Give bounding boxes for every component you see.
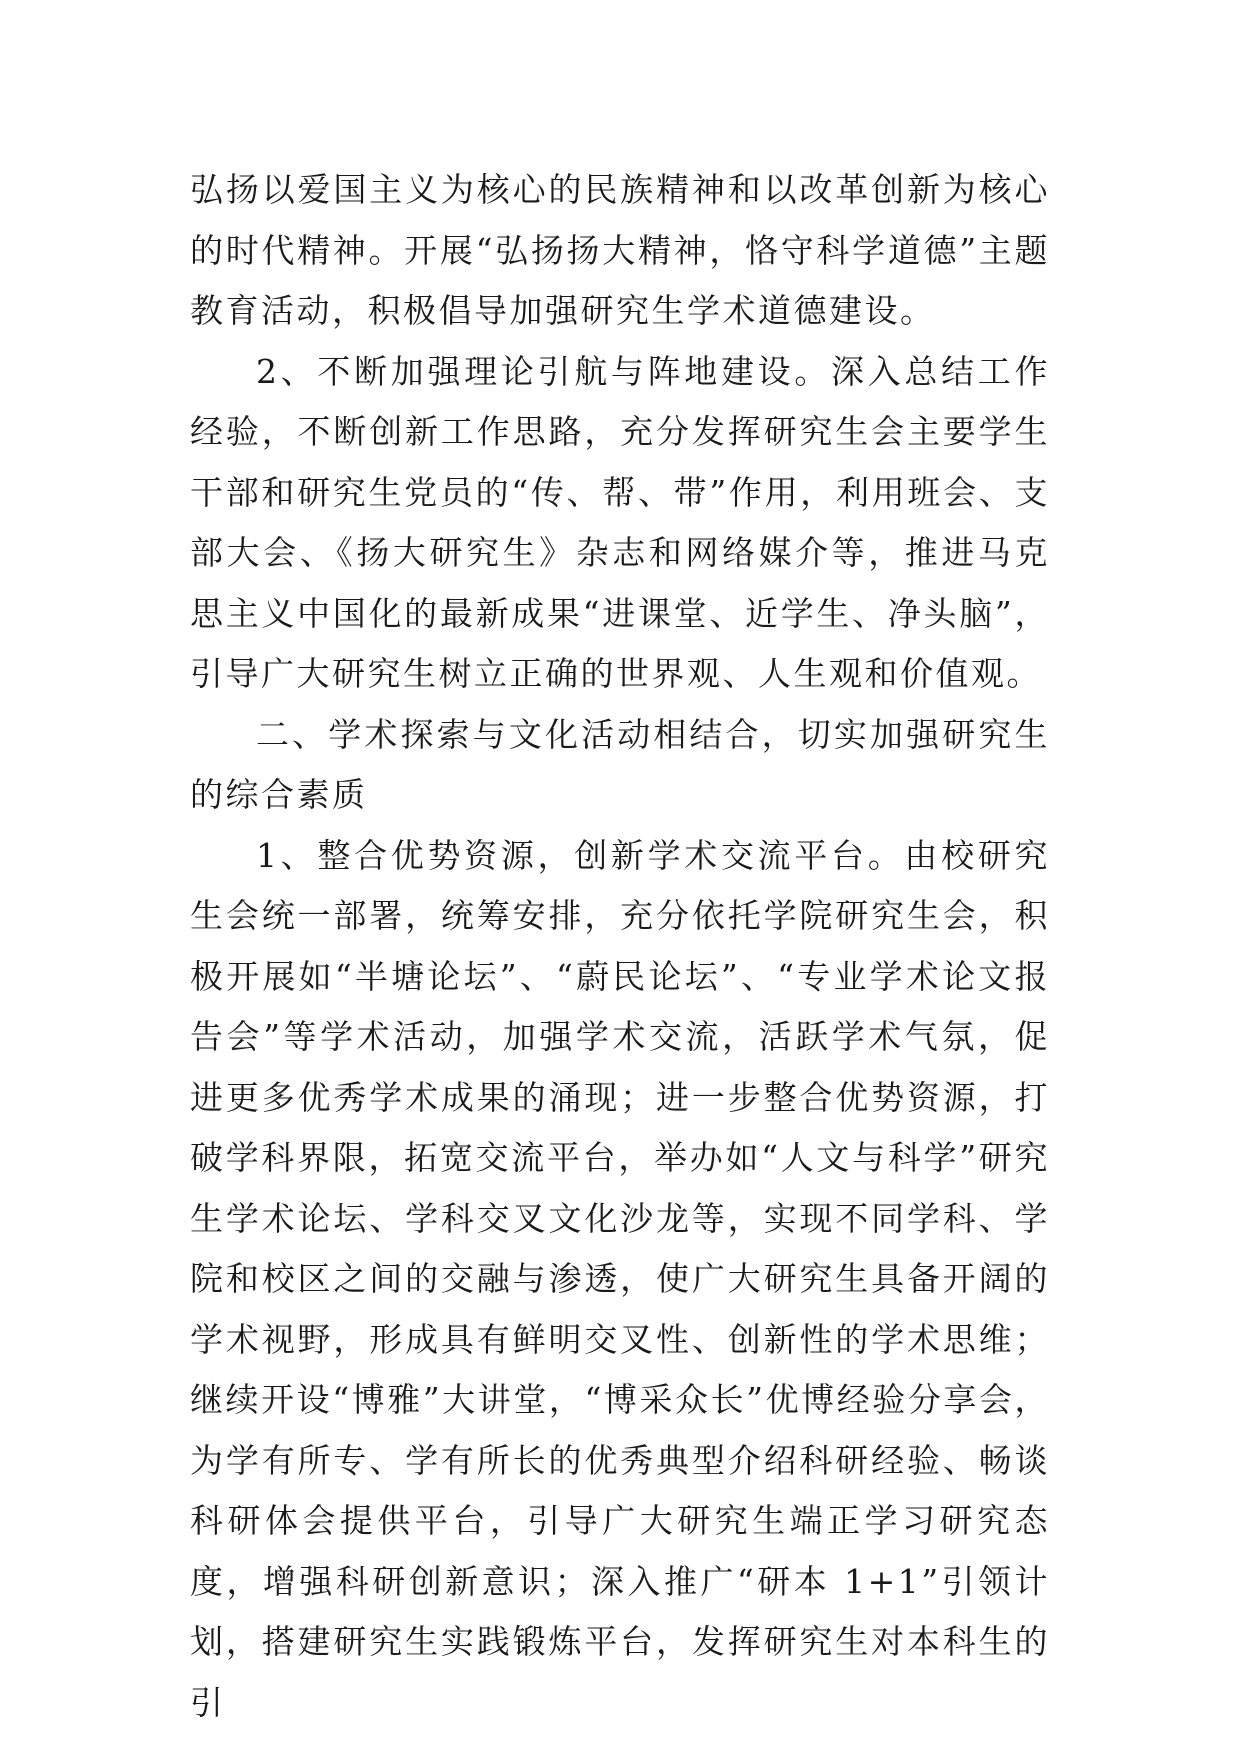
paragraph-2: 2、不断加强理论引航与阵地建设。深入总结工作经验，不断创新工作思路，充分发挥研究生会主要学生干部和研究生党员的“传、帮、带”作用，利用班会、支部大会、《扬大研究生》杂志和网络媒介等，推进马克思主义中国化的最新成果“进课堂、近学生、净头脑”，引导广大研究生树立正确的世界观、人生观和价值观。 <box>190 351 1050 693</box>
section-heading-2: 二、学术探索与文化活动相结合，切实加强研究生的综合素质 <box>190 714 1050 814</box>
paragraph-3: 1、整合优势资源，创新学术交流平台。由校研究生会统一部署，统筹安排，充分依托学院研究生会，积极开展如“半塘论坛”、“蔚民论坛”、“专业学术论文报告会”等学术活动，加强学术交流，活跃学术气氛，促进更多优秀学术成果的涌现；进一步整合优势资源，打破学科界限，拓宽交流平台，举办如“人文与科学”研究生学术论坛、学科交叉文化沙龙等，实现不同学科、学院和校区之间的交融与渗透，使广大研究生具备开阔的学术视野，形成具有鲜明交叉性、创新性的学术思维；继续开设“博雅”大讲堂，“博采众长”优博经验分享会，为学有所专、学有所长的优秀典型介绍科研经验、畅谈科研体会提供平台，引导广大研究生端正学习研究态度，增强科研创新意识；深入推广“研本 1+1”引领计划，搭建研究生实践锻炼平台，发挥研究生对本科生的引 <box>190 835 1050 1722</box>
paragraph-1: 弘扬以爱国主义为核心的民族精神和以改革创新为核心的时代精神。开展“弘扬扬大精神，恪守科学道德”主题教育活动，积极倡导加强研究生学术道德建设。 <box>190 170 1050 330</box>
document-body <box>190 160 1050 1733</box>
